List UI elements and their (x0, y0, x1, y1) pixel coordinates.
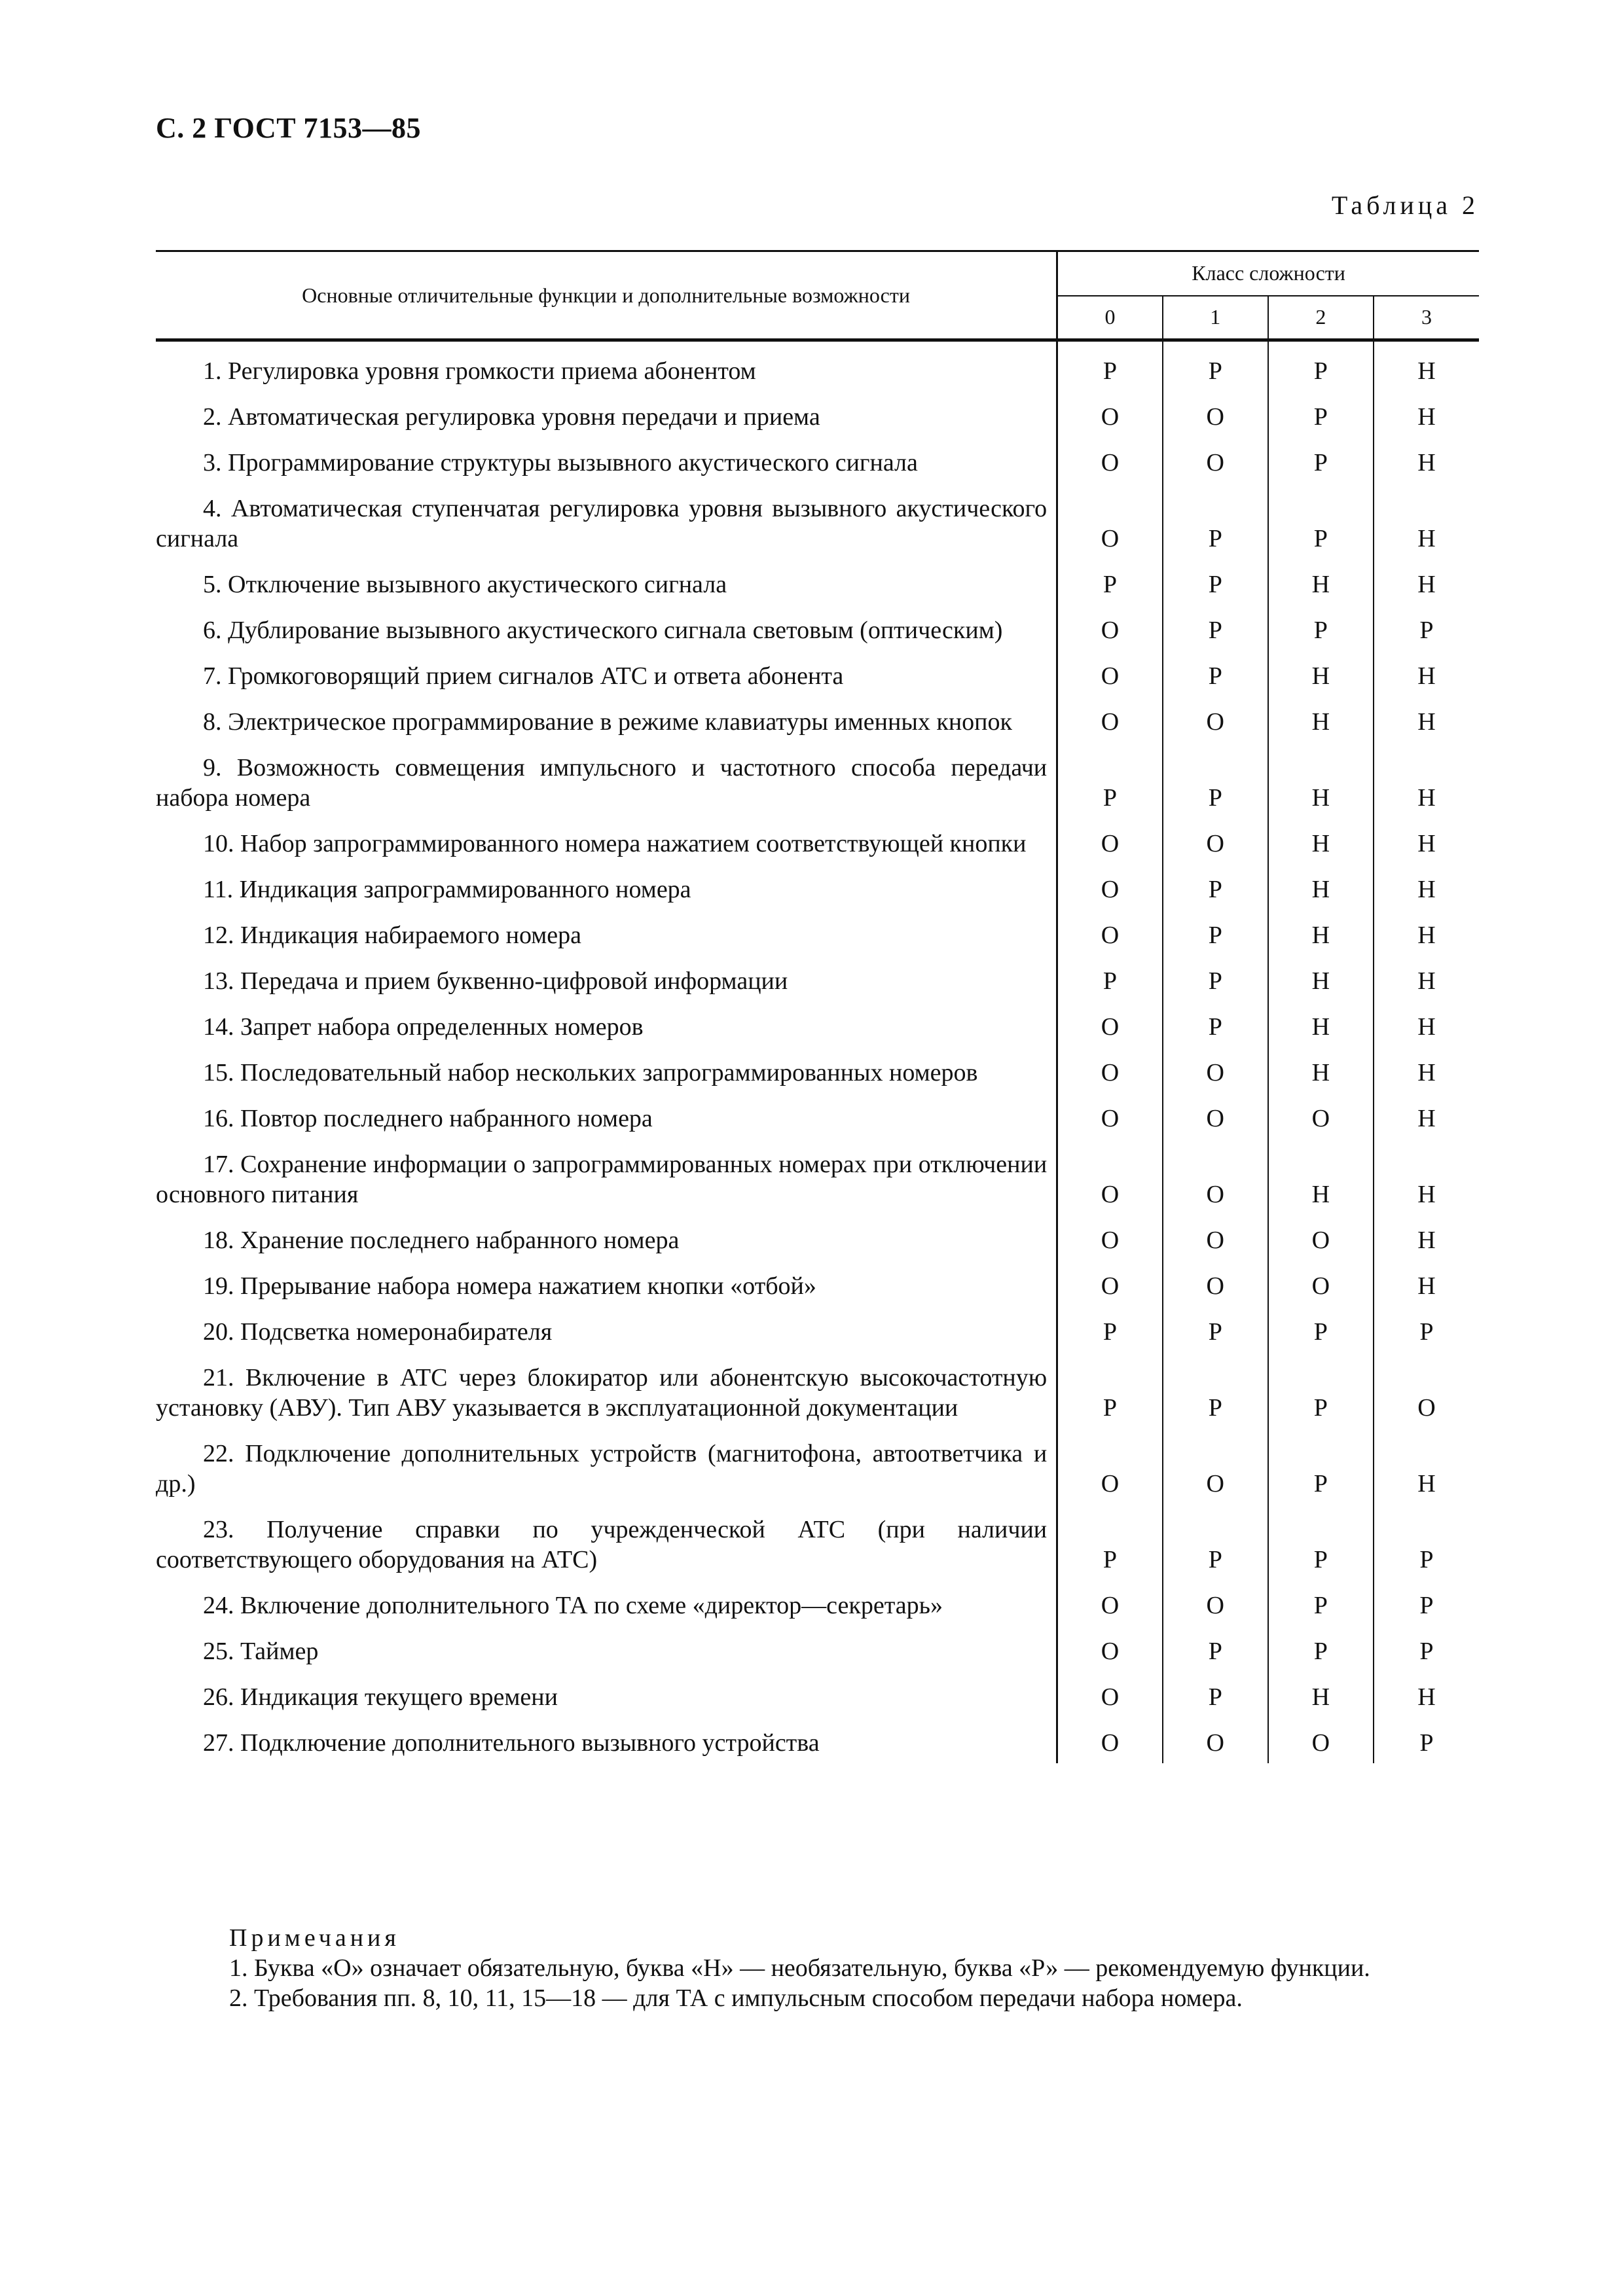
function-text: 6. Дублирование вызывного акустического сигнала световым (оптическим) (203, 617, 1003, 644)
table-row (156, 1042, 1479, 1088)
function-cell (156, 1088, 1057, 1134)
class-0-value: О (1101, 1683, 1120, 1711)
function-cell (156, 1042, 1057, 1088)
function-cell (156, 1423, 1057, 1499)
table-row (156, 1712, 1479, 1763)
header-class-1: 1 (1163, 296, 1268, 340)
class-3-value: Р (1374, 1712, 1479, 1763)
class-2-value: Н (1268, 1042, 1374, 1088)
table-row (156, 432, 1479, 478)
class-1-value: Р (1163, 1499, 1268, 1575)
function-cell (156, 386, 1057, 432)
class-0-value: Р (1103, 1394, 1118, 1422)
class-2-value: Р (1268, 386, 1374, 432)
function-cell (156, 813, 1057, 859)
function-text: 9. Возможность совмещения импульсного и частотного способа передачи набора номера (156, 754, 1048, 812)
class-1-value: О (1163, 1042, 1268, 1088)
function-cell (156, 737, 1057, 813)
class-0-value: О (1101, 830, 1120, 857)
table-row (156, 1423, 1479, 1499)
function-text: 21. Включение в АТС через блокиратор или абонентскую высокочастотную установку (АВУ). Тип АВУ указывается в эксплуатационной документации (156, 1364, 1048, 1422)
header-class: Класс сложности (1057, 251, 1479, 296)
note-item: 1. Буква «О» означает обязательную, буква «Н» — необязательную, буква «Р» — рекомендуемую функции. (229, 1954, 1370, 1982)
function-cell (156, 691, 1057, 737)
function-cell (156, 1499, 1057, 1575)
function-cell (156, 478, 1057, 554)
function-text: 13. Передача и прием буквенно-цифровой информации (203, 967, 788, 995)
class-3-value: Н (1374, 905, 1479, 950)
class-2-value: Р (1268, 1621, 1374, 1666)
function-text: 3. Программирование структуры вызывного акустического сигнала (203, 449, 918, 476)
class-2-value: Н (1268, 554, 1374, 600)
class-3-value: Н (1374, 1423, 1479, 1499)
class-3-value: Н (1374, 691, 1479, 737)
class-1-value: О (1163, 1210, 1268, 1255)
table-row (156, 340, 1479, 387)
function-cell (156, 905, 1057, 950)
class-1-value: Р (1163, 340, 1268, 387)
class-2-value: О (1268, 1255, 1374, 1301)
header-class-0: 0 (1057, 296, 1163, 340)
table-row (156, 905, 1479, 950)
class-2-value: Р (1268, 1499, 1374, 1575)
class-3-value: Р (1374, 1499, 1479, 1575)
class-0-value: О (1101, 617, 1120, 644)
function-text: 24. Включение дополнительного ТА по схеме «директор—секретарь» (203, 1592, 943, 1619)
class-0-value: О (1101, 1181, 1120, 1208)
class-1-value: О (1163, 813, 1268, 859)
function-text: 4. Автоматическая ступенчатая регулировка уровня вызывного акустического сигнала (156, 495, 1048, 552)
class-3-value: Р (1374, 600, 1479, 645)
class-0-value: О (1101, 1638, 1120, 1665)
class-3-value: Н (1374, 1255, 1479, 1301)
function-cell (156, 1666, 1057, 1712)
table-row (156, 600, 1479, 645)
function-text: 16. Повтор последнего набранного номера (203, 1105, 653, 1132)
function-text: 26. Индикация текущего времени (203, 1683, 558, 1711)
class-1-value: Р (1163, 950, 1268, 996)
function-text: 1. Регулировка уровня громкости приема абонентом (203, 357, 756, 385)
function-text: 27. Подключение дополнительного вызывного устройства (203, 1729, 820, 1757)
class-2-value: Н (1268, 737, 1374, 813)
function-text: 2. Автоматическая регулировка уровня передачи и приема (203, 403, 820, 431)
function-text: 19. Прерывание набора номера нажатием кнопки «отбой» (203, 1272, 816, 1300)
function-text: 17. Сохранение информации о запрограммированных номерах при отключении основного питания (156, 1151, 1048, 1208)
table-row (156, 478, 1479, 554)
table-row (156, 950, 1479, 996)
class-0-value: О (1101, 1272, 1120, 1300)
class-0-value: О (1101, 1592, 1120, 1619)
notes-title: Примечания (229, 1924, 400, 1952)
function-cell (156, 1621, 1057, 1666)
class-3-value: Н (1374, 386, 1479, 432)
note-item: 2. Требования пп. 8, 10, 11, 15—18 — для ТА с импульсным способом передачи набора номера. (229, 1984, 1243, 2012)
class-2-value: Р (1268, 600, 1374, 645)
class-1-value: Р (1163, 1301, 1268, 1347)
table-row (156, 996, 1479, 1042)
function-text: 8. Электрическое программирование в режиме клавиатуры именных кнопок (203, 708, 1012, 736)
class-0-value: О (1101, 1059, 1120, 1086)
function-cell (156, 950, 1057, 996)
class-2-value: Р (1268, 1423, 1374, 1499)
table-row (156, 1255, 1479, 1301)
class-0-value: Р (1103, 1546, 1118, 1573)
notes (229, 1923, 1499, 2013)
class-3-value: Н (1374, 478, 1479, 554)
table-row (156, 1621, 1479, 1666)
class-3-value: Н (1374, 737, 1479, 813)
class-0-value: О (1101, 1013, 1120, 1041)
function-text: 23. Получение справки по учрежденческой АТС (при наличии соответствующего оборудования на АТС) (156, 1516, 1048, 1573)
function-cell (156, 1347, 1057, 1423)
class-3-value: Н (1374, 432, 1479, 478)
function-text: 20. Подсветка номеронабирателя (203, 1318, 553, 1346)
class-2-value: Н (1268, 950, 1374, 996)
class-3-value: Н (1374, 554, 1479, 600)
class-1-value: О (1163, 386, 1268, 432)
class-1-value: Р (1163, 737, 1268, 813)
class-3-value: Н (1374, 1666, 1479, 1712)
class-1-value: О (1163, 691, 1268, 737)
class-2-value: Р (1268, 1575, 1374, 1621)
class-3-value: Н (1374, 813, 1479, 859)
table-row (156, 1575, 1479, 1621)
class-1-value: Р (1163, 600, 1268, 645)
class-2-value: Р (1268, 1301, 1374, 1347)
class-2-value: О (1268, 1210, 1374, 1255)
function-cell (156, 1712, 1057, 1763)
class-0-value: Р (1103, 571, 1118, 598)
class-3-value: Н (1374, 996, 1479, 1042)
table-row (156, 645, 1479, 691)
function-cell (156, 1210, 1057, 1255)
class-3-value: Н (1374, 950, 1479, 996)
table-row (156, 386, 1479, 432)
function-text: 12. Индикация набираемого номера (203, 922, 582, 949)
function-cell (156, 1134, 1057, 1210)
class-0-value: О (1101, 449, 1120, 476)
class-1-value: О (1163, 1712, 1268, 1763)
function-cell (156, 432, 1057, 478)
function-cell (156, 554, 1057, 600)
class-2-value: О (1268, 1088, 1374, 1134)
table-body (156, 340, 1479, 1764)
class-3-value: Р (1374, 1301, 1479, 1347)
function-cell (156, 600, 1057, 645)
class-1-value: Р (1163, 478, 1268, 554)
class-1-value: Р (1163, 1347, 1268, 1423)
class-3-value: Н (1374, 1088, 1479, 1134)
class-3-value: Р (1374, 1575, 1479, 1621)
class-2-value: Н (1268, 1666, 1374, 1712)
class-1-value: О (1163, 1575, 1268, 1621)
function-cell (156, 1255, 1057, 1301)
function-text: 7. Громкоговорящий прием сигналов АТС и ответа абонента (203, 662, 844, 690)
table-row (156, 737, 1479, 813)
class-0-value: О (1101, 525, 1120, 552)
class-3-value: Р (1374, 1621, 1479, 1666)
header-class-2: 2 (1268, 296, 1374, 340)
table-row (156, 859, 1479, 905)
class-1-value: Р (1163, 996, 1268, 1042)
class-3-value: Н (1374, 1042, 1479, 1088)
table-row (156, 1301, 1479, 1347)
class-1-value: О (1163, 1423, 1268, 1499)
function-cell (156, 1575, 1057, 1621)
class-1-value: Р (1163, 645, 1268, 691)
class-2-value: Н (1268, 1134, 1374, 1210)
function-text: 15. Последовательный набор нескольких запрограммированных номеров (203, 1059, 978, 1086)
table-row (156, 813, 1479, 859)
header-function: Основные отличительные функции и дополнительные возможности (156, 251, 1057, 340)
class-0-value: О (1101, 1729, 1120, 1757)
class-0-value: О (1101, 876, 1120, 903)
class-1-value: Р (1163, 859, 1268, 905)
class-2-value: Н (1268, 645, 1374, 691)
function-cell (156, 1301, 1057, 1347)
class-0-value: Р (1103, 1318, 1118, 1346)
class-0-value: Р (1103, 357, 1118, 385)
class-0-value: О (1101, 662, 1120, 690)
class-3-value: Н (1374, 645, 1479, 691)
function-cell (156, 996, 1057, 1042)
class-1-value: Р (1163, 905, 1268, 950)
class-3-value: Н (1374, 340, 1479, 387)
class-2-value: Р (1268, 478, 1374, 554)
table-row (156, 691, 1479, 737)
class-0-value: О (1101, 1105, 1120, 1132)
class-0-value: О (1101, 1227, 1120, 1254)
class-2-value: Р (1268, 1347, 1374, 1423)
class-3-value: Н (1374, 1134, 1479, 1210)
header-class-3: 3 (1374, 296, 1479, 340)
function-text: 5. Отключение вызывного акустического сигнала (203, 571, 727, 598)
page-header: С. 2 ГОСТ 7153—85 (156, 112, 422, 144)
function-text: 10. Набор запрограммированного номера нажатием соответствующей кнопки (203, 830, 1027, 857)
class-3-value: О (1374, 1347, 1479, 1423)
class-0-value: О (1101, 922, 1120, 949)
class-0-value: Р (1103, 967, 1118, 995)
class-0-value: О (1101, 708, 1120, 736)
class-2-value: Н (1268, 813, 1374, 859)
class-2-value: Р (1268, 340, 1374, 387)
class-0-value: О (1101, 403, 1120, 431)
table-row (156, 1088, 1479, 1134)
table-row (156, 1347, 1479, 1423)
function-text: 22. Подключение дополнительных устройств (магнитофона, автоответчика и др.) (156, 1440, 1048, 1498)
class-1-value: Р (1163, 1621, 1268, 1666)
table-label: Таблица 2 (1331, 190, 1479, 220)
class-0-value: Р (1103, 784, 1118, 812)
function-text: 11. Индикация запрограммированного номера (203, 876, 691, 903)
class-2-value: Р (1268, 432, 1374, 478)
functions-table (156, 250, 1479, 1763)
class-3-value: Н (1374, 1210, 1479, 1255)
class-2-value: Н (1268, 905, 1374, 950)
class-1-value: О (1163, 1255, 1268, 1301)
function-cell (156, 859, 1057, 905)
table-row (156, 554, 1479, 600)
class-1-value: О (1163, 1134, 1268, 1210)
class-1-value: Р (1163, 1666, 1268, 1712)
table-row (156, 1666, 1479, 1712)
table-row (156, 1210, 1479, 1255)
class-1-value: Р (1163, 554, 1268, 600)
class-1-value: О (1163, 432, 1268, 478)
class-1-value: О (1163, 1088, 1268, 1134)
class-0-value: О (1101, 1470, 1120, 1498)
class-2-value: О (1268, 1712, 1374, 1763)
table-row (156, 1499, 1479, 1575)
function-cell (156, 340, 1057, 387)
function-text: 14. Запрет набора определенных номеров (203, 1013, 644, 1041)
function-text: 25. Таймер (203, 1638, 319, 1665)
function-cell (156, 645, 1057, 691)
function-text: 18. Хранение последнего набранного номера (203, 1227, 680, 1254)
class-3-value: Н (1374, 859, 1479, 905)
class-2-value: Н (1268, 859, 1374, 905)
class-2-value: Н (1268, 996, 1374, 1042)
class-2-value: Н (1268, 691, 1374, 737)
table-row (156, 1134, 1479, 1210)
